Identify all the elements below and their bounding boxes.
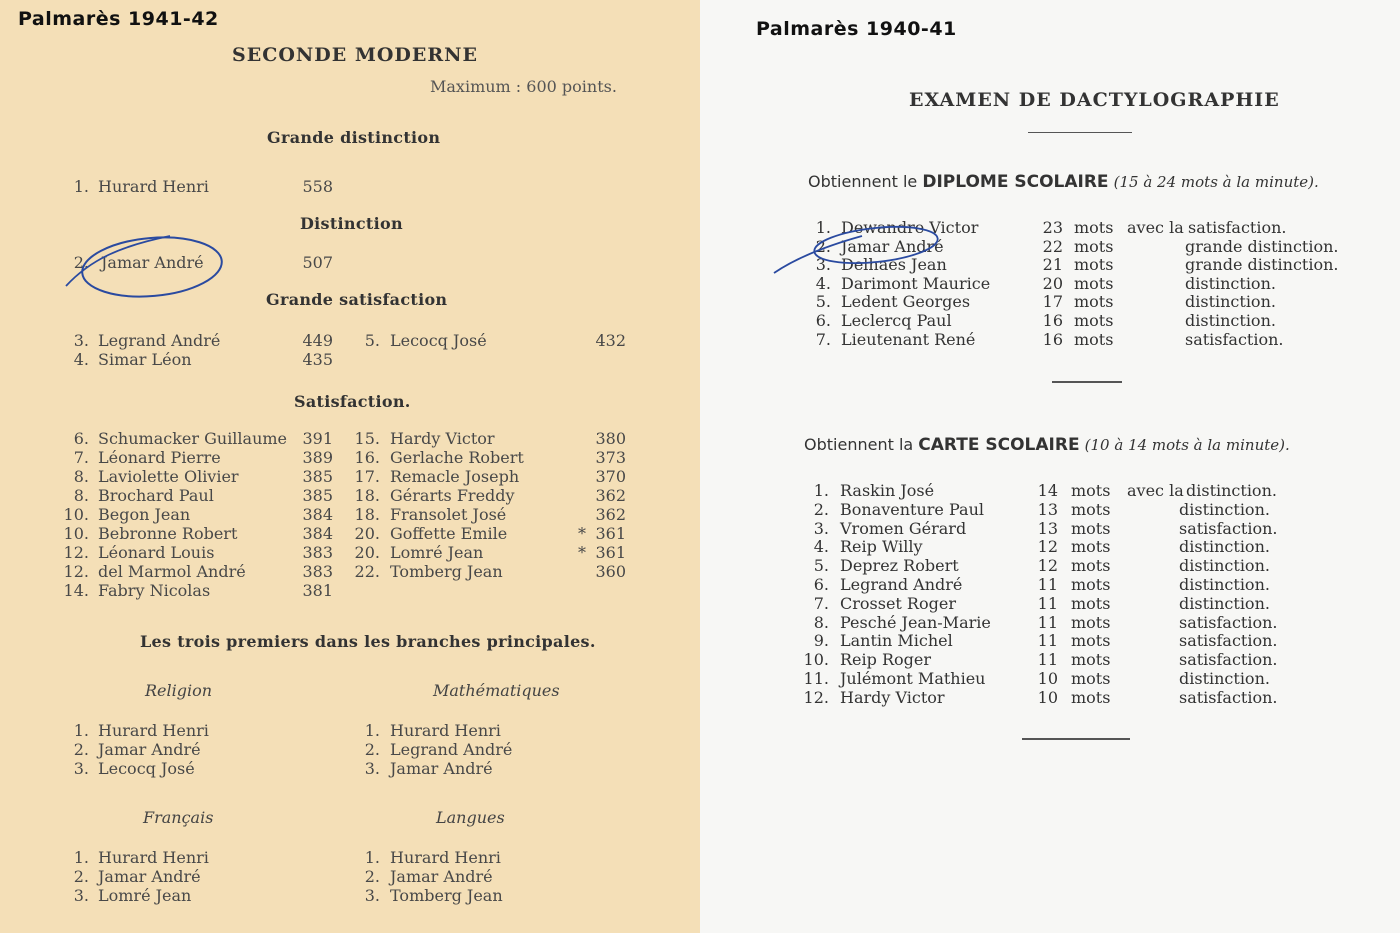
rank-number: 2.	[73, 867, 89, 886]
score: 381	[302, 581, 333, 600]
student-name: Jamar André	[101, 253, 204, 272]
words-unit: mots	[1071, 631, 1111, 651]
student-name: Lecocq José	[390, 331, 487, 350]
result-mention: distinction.	[1185, 273, 1276, 293]
word-count: 11	[1037, 650, 1058, 670]
student-name: Ledent Georges	[841, 292, 971, 312]
student-name: Jamar André	[98, 867, 201, 886]
rank-number: 20.	[354, 543, 380, 562]
rank-number: 8.	[73, 486, 89, 505]
rank-number: 22.	[354, 562, 380, 581]
student-name: Lomré Jean	[390, 543, 484, 562]
word-count: 10	[1037, 669, 1058, 688]
score: 435	[302, 350, 333, 369]
rank-number: 8.	[813, 612, 829, 632]
score: 373	[595, 448, 626, 467]
student-name: Begon Jean	[98, 505, 191, 524]
student-name: Hardy Victor	[390, 429, 495, 448]
word-count: 11	[1037, 631, 1058, 651]
diplome-range: (15 à 24 mots à la minute).	[1113, 173, 1319, 191]
grande-satisfaction-heading: Grande satisfaction	[266, 290, 448, 309]
score: 370	[595, 467, 626, 486]
result-mention: distinction.	[1179, 537, 1270, 557]
rank-number: 8.	[73, 467, 89, 486]
student-name: Vromen Gérard	[840, 518, 967, 538]
student-name: Laviolette Olivier	[98, 467, 239, 486]
result-mention: grande distinction.	[1185, 255, 1339, 275]
rank-number: 12.	[63, 543, 89, 562]
rank-number: 12.	[63, 562, 89, 581]
rank-number: 1.	[73, 721, 89, 740]
rank-number: 6.	[73, 429, 89, 448]
result-mention: distinction.	[1185, 292, 1276, 312]
result-mention: distinction.	[1179, 593, 1270, 613]
rank-number: 1.	[73, 177, 89, 196]
rank-number: 6.	[813, 575, 829, 594]
distinction-heading: Distinction	[300, 214, 403, 233]
rank-number: 5.	[813, 556, 829, 576]
student-name: Bebronne Robert	[98, 524, 238, 543]
rank-number: 10.	[63, 505, 89, 524]
words-unit: mots	[1071, 593, 1111, 613]
word-count: 23	[1042, 218, 1063, 237]
avec-la: avec la	[1127, 481, 1184, 500]
student-name: Tomberg Jean	[390, 886, 503, 905]
student-name: Fransolet José	[390, 505, 507, 524]
score: 384	[302, 524, 333, 543]
score: 380	[595, 429, 626, 448]
student-name: Jamar André	[98, 740, 201, 759]
result-mention: satisfaction.	[1185, 329, 1284, 349]
student-name: Crosset Roger	[840, 593, 956, 613]
student-name: Goffette Emile	[390, 524, 508, 543]
carte-intro-text: Obtiennent la	[804, 435, 914, 454]
word-count: 10	[1037, 687, 1058, 707]
rank-number: 12.	[803, 687, 829, 707]
student-name: Dewandre Victor	[841, 218, 979, 237]
divider	[1022, 738, 1130, 740]
rank-number: 1.	[73, 848, 89, 867]
words-unit: mots	[1074, 292, 1114, 312]
student-name: Legrand André	[98, 331, 221, 350]
result-mention: satisfaction.	[1179, 687, 1278, 707]
score: 507	[302, 253, 333, 272]
student-name: Hurard Henri	[98, 177, 209, 196]
rank-number: 1.	[813, 481, 829, 500]
student-name: del Marmol André	[98, 562, 246, 581]
rank-number: 3.	[364, 759, 380, 778]
student-name: Simar Léon	[98, 350, 192, 369]
carte-intro	[804, 435, 1290, 455]
result-mention: distinction.	[1179, 499, 1270, 519]
result-mention: satisfaction.	[1179, 612, 1278, 632]
rank-number: 3.	[73, 886, 89, 905]
score: 361	[595, 543, 626, 562]
rank-number: 3.	[364, 886, 380, 905]
rank-number: 15.	[354, 429, 380, 448]
branch-subject: Religion	[145, 681, 213, 700]
rank-number: 1.	[815, 218, 831, 237]
student-name: Pesché Jean-Marie	[840, 612, 991, 632]
result-mention: distinction.	[1185, 311, 1276, 330]
rank-number: 7.	[813, 593, 829, 613]
branch-subject: Langues	[436, 808, 505, 827]
words-unit: mots	[1074, 236, 1114, 256]
rank-number: 14.	[63, 581, 89, 600]
diplome-intro-text: Obtiennent le	[808, 172, 918, 191]
score: 385	[302, 467, 333, 486]
result-mention: distinction.	[1179, 575, 1270, 594]
score: 383	[302, 562, 333, 581]
score: 362	[595, 486, 626, 505]
branches-heading: Les trois premiers dans les branches principales.	[140, 632, 596, 651]
student-name: Delhaes Jean	[841, 255, 947, 275]
right-title: EXAMEN DE DACTYLOGRAPHIE	[909, 89, 1280, 111]
score: 383	[302, 543, 333, 562]
rank-number: 7.	[815, 329, 831, 349]
left-header: Palmarès 1941-42	[18, 8, 219, 30]
rank-number: 4.	[813, 537, 829, 557]
score: 360	[595, 562, 626, 581]
word-count: 14	[1037, 481, 1058, 500]
rank-number: 11.	[803, 669, 829, 688]
result-mention: satisfaction.	[1179, 631, 1278, 651]
words-unit: mots	[1071, 518, 1111, 538]
rank-number: 18.	[354, 486, 380, 505]
divider	[1052, 381, 1122, 383]
score: 362	[595, 505, 626, 524]
satisfaction-heading: Satisfaction.	[294, 392, 411, 411]
score: 391	[302, 429, 333, 448]
score: 361	[595, 524, 626, 543]
student-name: Hurard Henri	[390, 848, 501, 867]
word-count: 16	[1042, 311, 1063, 330]
word-count: 16	[1042, 329, 1063, 349]
rank-number: 3.	[815, 255, 831, 275]
student-name: Legrand André	[390, 740, 513, 759]
rank-number: 3.	[73, 759, 89, 778]
right-page	[700, 0, 1400, 933]
word-count: 11	[1037, 575, 1058, 594]
student-name: Raskin José	[840, 481, 935, 500]
words-unit: mots	[1074, 255, 1114, 275]
word-count: 13	[1037, 499, 1058, 519]
right-header: Palmarès 1940-41	[756, 18, 957, 40]
rank-number: 17.	[354, 467, 380, 486]
avec-la: avec la	[1127, 218, 1184, 237]
words-unit: mots	[1071, 669, 1111, 688]
rank-number: 5.	[364, 331, 380, 350]
student-name: Jamar André	[390, 759, 493, 778]
rank-number: 7.	[73, 448, 89, 467]
grande-distinction-heading: Grande distinction	[267, 128, 441, 147]
student-name: Hurard Henri	[390, 721, 501, 740]
word-count: 13	[1037, 518, 1058, 538]
student-name: Reip Willy	[840, 537, 923, 557]
rank-number: 2.	[364, 740, 380, 759]
student-name: Lomré Jean	[98, 886, 192, 905]
word-count: 11	[1037, 593, 1058, 613]
result-mention: satisfaction.	[1179, 518, 1278, 538]
result-mention: distinction.	[1179, 556, 1270, 576]
rank-number: 20.	[354, 524, 380, 543]
student-name: Darimont Maurice	[841, 273, 991, 293]
student-name: Léonard Louis	[98, 543, 215, 562]
rank-number: 2.	[813, 499, 829, 519]
student-name: Hurard Henri	[98, 721, 209, 740]
maximum-note: Maximum : 600 points.	[430, 77, 617, 96]
word-count: 22	[1042, 236, 1063, 256]
asterisk-mark: *	[578, 543, 586, 562]
word-count: 21	[1042, 255, 1063, 275]
pen-circle-annotation	[700, 0, 1400, 933]
rank-number: 2.	[73, 740, 89, 759]
rank-number: 6.	[815, 311, 831, 330]
score: 389	[302, 448, 333, 467]
words-unit: mots	[1071, 499, 1111, 519]
words-unit: mots	[1074, 329, 1114, 349]
student-name: Brochard Paul	[98, 486, 214, 505]
student-name: Jamar André	[390, 867, 493, 886]
words-unit: mots	[1071, 612, 1111, 632]
student-name: Legrand André	[840, 575, 963, 594]
student-name: Hardy Victor	[840, 687, 945, 707]
words-unit: mots	[1071, 481, 1111, 500]
student-name: Lantin Michel	[840, 631, 953, 651]
student-name: Bonaventure Paul	[840, 499, 984, 519]
left-title: SECONDE MODERNE	[232, 44, 478, 66]
student-name: Leclercq Paul	[841, 311, 952, 330]
rank-number: 3.	[813, 518, 829, 538]
student-name: Lieutenant René	[841, 329, 976, 349]
rank-number: 3.	[73, 331, 89, 350]
score: 449	[302, 331, 333, 350]
divider	[1028, 132, 1132, 133]
carte-label: CARTE SCOLAIRE	[918, 435, 1080, 455]
words-unit: mots	[1071, 575, 1111, 594]
rank-number: 1.	[364, 721, 380, 740]
word-count: 17	[1042, 292, 1063, 312]
words-unit: mots	[1071, 556, 1111, 576]
rank-number: 4.	[815, 273, 831, 293]
student-name: Deprez Robert	[840, 556, 959, 576]
student-name: Reip Roger	[840, 650, 931, 670]
word-count: 12	[1037, 556, 1058, 576]
words-unit: mots	[1074, 218, 1114, 237]
rank-number: 9.	[813, 631, 829, 651]
result-mention: satisfaction.	[1188, 218, 1287, 237]
student-name: Julémont Mathieu	[840, 669, 986, 688]
score: 558	[302, 177, 333, 196]
score: 384	[302, 505, 333, 524]
result-mention: distinction.	[1179, 669, 1270, 688]
words-unit: mots	[1074, 273, 1114, 293]
student-name: Lecocq José	[98, 759, 195, 778]
word-count: 20	[1042, 273, 1063, 293]
score: 432	[595, 331, 626, 350]
score: 385	[302, 486, 333, 505]
student-name: Schumacker Guillaume	[98, 429, 288, 448]
word-count: 11	[1037, 612, 1058, 632]
diplome-label: DIPLOME SCOLAIRE	[922, 172, 1109, 192]
branch-subject: Mathématiques	[433, 681, 560, 700]
student-name: Remacle Joseph	[390, 467, 520, 486]
student-name: Gerlache Robert	[390, 448, 524, 467]
rank-number: 2.	[73, 253, 89, 272]
words-unit: mots	[1071, 650, 1111, 670]
rank-number: 4.	[73, 350, 89, 369]
rank-number: 18.	[354, 505, 380, 524]
rank-number: 5.	[815, 292, 831, 312]
rank-number: 16.	[354, 448, 380, 467]
word-count: 12	[1037, 537, 1058, 557]
rank-number: 10.	[63, 524, 89, 543]
words-unit: mots	[1071, 687, 1111, 707]
branch-subject: Français	[143, 808, 214, 827]
words-unit: mots	[1071, 537, 1111, 557]
student-name: Jamar André	[841, 236, 944, 256]
diplome-intro	[808, 172, 1319, 192]
words-unit: mots	[1074, 311, 1114, 330]
rank-number: 2.	[815, 236, 831, 256]
result-mention: grande distinction.	[1185, 236, 1339, 256]
result-mention: satisfaction.	[1179, 650, 1278, 670]
rank-number: 1.	[364, 848, 380, 867]
student-name: Fabry Nicolas	[98, 581, 211, 600]
student-name: Tomberg Jean	[390, 562, 503, 581]
asterisk-mark: *	[578, 524, 586, 543]
rank-number: 10.	[803, 650, 829, 670]
student-name: Gérarts Freddy	[390, 486, 515, 505]
carte-range: (10 à 14 mots à la minute).	[1084, 436, 1290, 454]
result-mention: distinction.	[1186, 481, 1277, 500]
student-name: Léonard Pierre	[98, 448, 221, 467]
rank-number: 2.	[364, 867, 380, 886]
student-name: Hurard Henri	[98, 848, 209, 867]
